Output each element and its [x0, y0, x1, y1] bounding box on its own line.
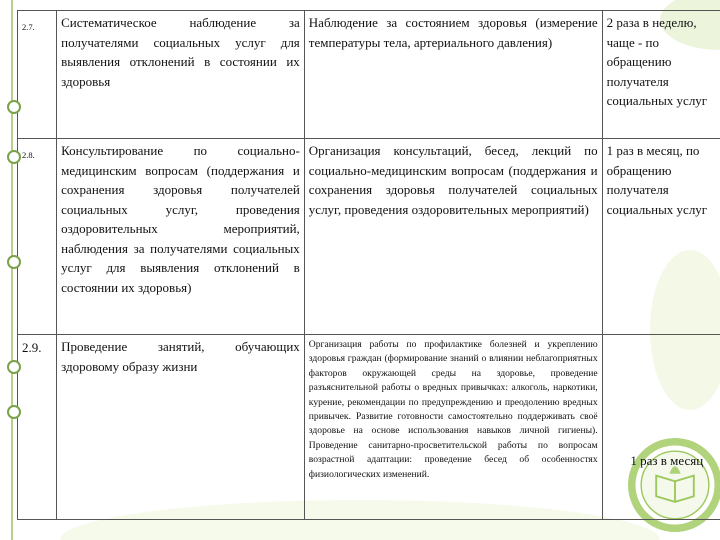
binder-ring-icon: [7, 255, 21, 269]
service-name: Консультирование по социально-медицинским вопросам (поддержания и сохранения здоровья получателей социальных услуг, проведения оздоровительных мероприятий, наблюдения за получателями социальных услуг для выявления отклонений в состоянии их здоровья): [57, 139, 305, 335]
binder-ring-icon: [7, 360, 21, 374]
binder-spine: [11, 0, 13, 540]
binder-ring-icon: [7, 100, 21, 114]
table-row: [18, 335, 720, 520]
row-number: 2.9.: [18, 335, 57, 520]
service-period: 1 раз в месяц, по обращению получателя социальных услуг: [602, 139, 720, 335]
table-row: [18, 139, 720, 335]
service-name: Проведение занятий, обучающих здоровому образу жизни: [57, 335, 305, 520]
service-content: Организация консультаций, бесед, лекций по социально-медицинским вопросам (поддержания и сохранения здоровья получателей социальных услуг, проведения оздоровительных мероприятий): [304, 139, 602, 335]
service-content: Наблюдение за состоянием здоровья (измерение температуры тела, артериального давления): [304, 11, 602, 139]
service-period: 1 раз в месяц: [602, 335, 720, 520]
services-table: [17, 10, 720, 520]
table-row: [18, 11, 720, 139]
row-number: 2.8.: [18, 139, 57, 335]
binder-ring-icon: [7, 405, 21, 419]
row-number: 2.7.: [18, 11, 57, 139]
service-name: Систематическое наблюдение за получателями социальных услуг для выявления отклонений в состоянии их здоровья: [57, 11, 305, 139]
service-content: Организация работы по профилактике болезней и укреплению здоровья граждан (формирование знаний о влиянии неблагоприятных факторов окружающей среды на здоровье, проведение разъяснительной работы о вредных привычках: алкоголь, наркотики, курение, рекомендации по предупреждению и преодолению вредных привычек. Развитие готовности самостоятельно поддерживать своё здоровье на основе использования навыков личной гигиены). Проведение санитарно-просветительской работы по вопросам возрастной адаптации: проведение бесед об особенностях физиологических изменений.: [304, 335, 602, 520]
binder-ring-icon: [7, 150, 21, 164]
service-period: 2 раза в неделю, чаще - по обращению получателя социальных услуг: [602, 11, 720, 139]
